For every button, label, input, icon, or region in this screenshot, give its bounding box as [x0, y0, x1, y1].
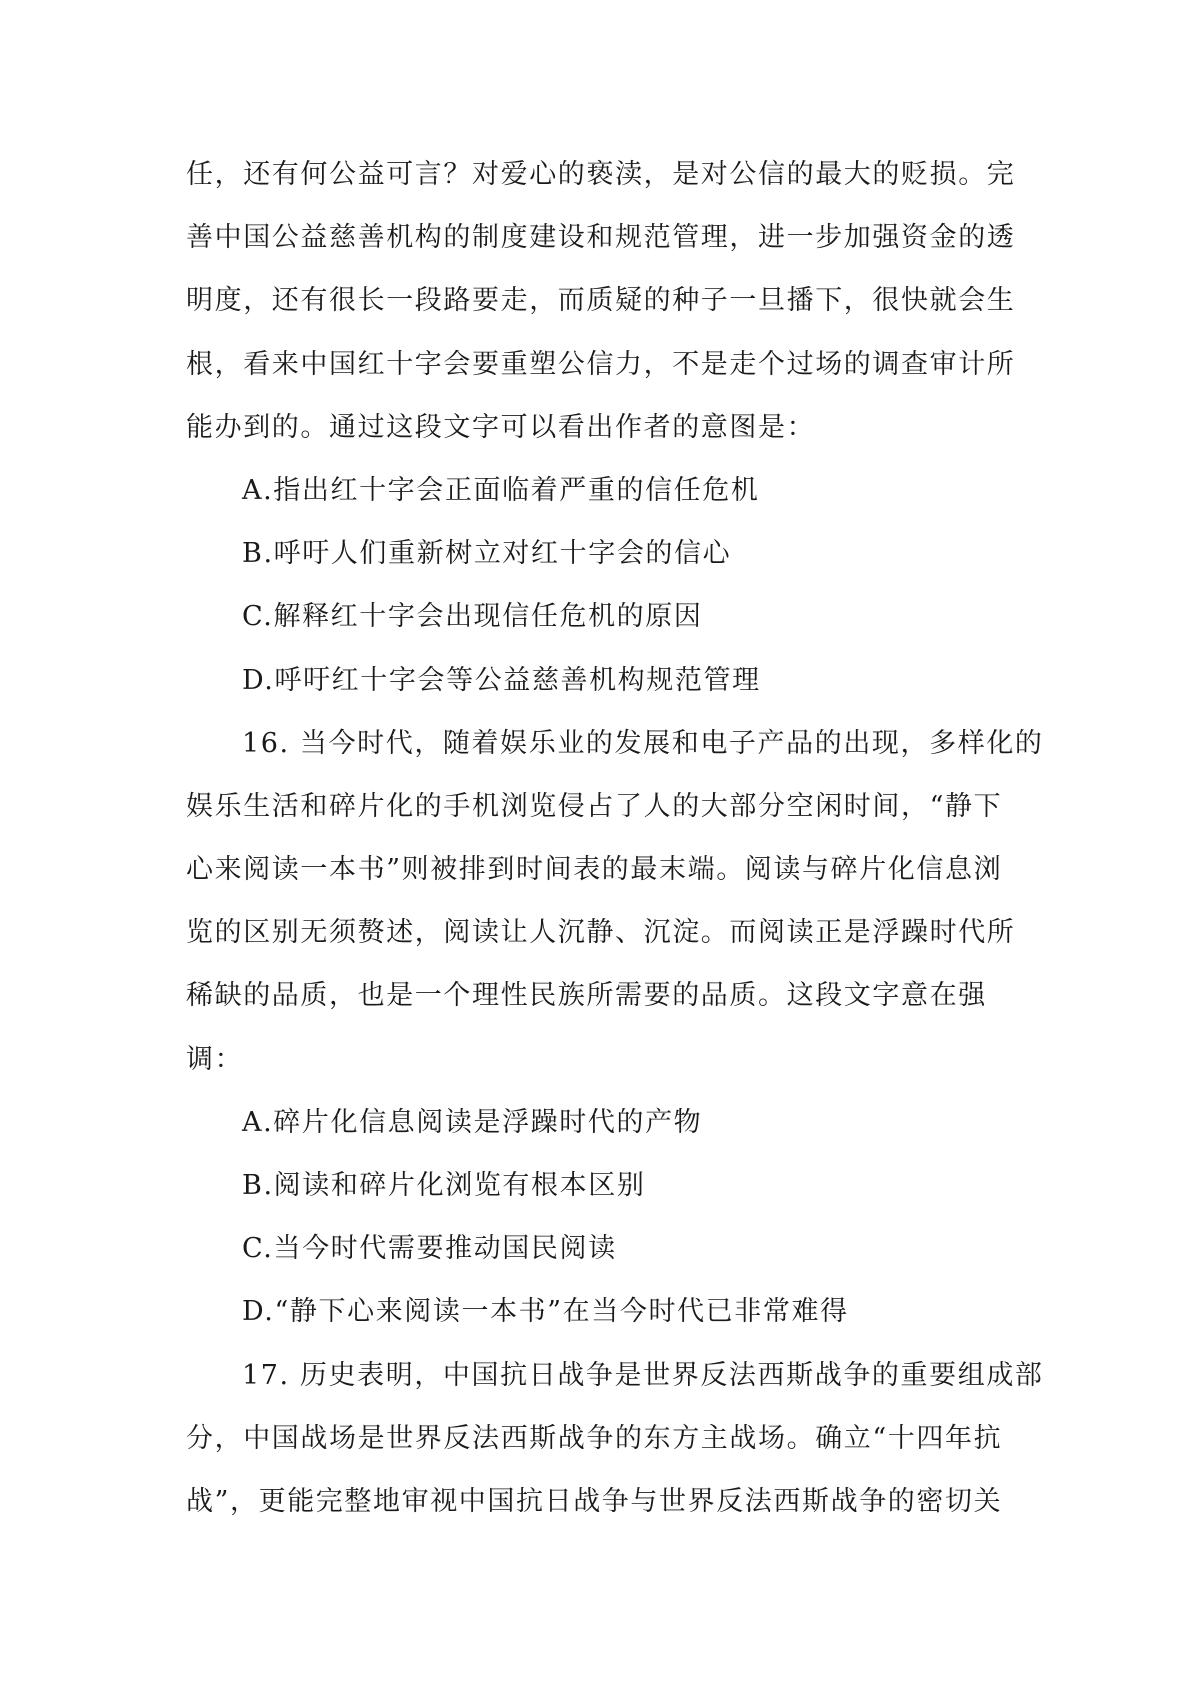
question-16-line: 16. 当今时代，随着娱乐业的发展和电子产品的出现，多样化的 — [242, 727, 1044, 759]
option-16-b: B.阅读和碎片化浏览有根本区别 — [242, 1170, 646, 1201]
question-17-line: 17. 历史表明，中国抗日战争是世界反法西斯战争的重要组成部 — [242, 1359, 1044, 1391]
option-16-c: C.当今时代需要推动国民阅读 — [242, 1233, 617, 1265]
passage-15-line: 明度，还有很长一段路要走，而质疑的种子一旦播下，很快就会生 — [186, 285, 1016, 317]
option-15-a: A.指出红十字会正面临着严重的信任危机 — [242, 474, 760, 506]
option-15-c: C.解释红十字会出现信任危机的原因 — [242, 601, 703, 633]
option-15-b: B.呼吁人们重新树立对红十字会的信心 — [242, 538, 732, 570]
passage-15-line: 任，还有何公益可言？对爱心的亵渎，是对公信的最大的贬损。完 — [186, 159, 1016, 190]
option-16-a: A.碎片化信息阅读是浮躁时代的产物 — [242, 1106, 703, 1138]
question-16-line: 娱乐生活和碎片化的手机浏览侵占了人的大部分空闲时间，“静下 — [186, 790, 1003, 822]
question-17-line: 战”，更能完整地审视中国抗日战争与世界反法西斯战争的密切关 — [186, 1485, 1003, 1517]
question-17-line: 分，中国战场是世界反法西斯战争的东方主战场。确立“十四年抗 — [186, 1422, 1003, 1454]
passage-15-line: 根，看来中国红十字会要重塑公信力，不是走个过场的调查审计所 — [186, 348, 1016, 380]
question-16-line: 览的区别无须赘述，阅读让人沉静、沉淀。而阅读正是浮躁时代所 — [186, 917, 1016, 949]
option-15-d: D.呼吁红十字会等公益慈善机构规范管理 — [242, 664, 761, 696]
passage-15-line: 善中国公益慈善机构的制度建设和规范管理，进一步加强资金的透 — [186, 222, 1016, 254]
question-16-line: 调： — [186, 1043, 244, 1075]
page-content — [186, 143, 1044, 1533]
question-16-line: 稀缺的品质，也是一个理性民族所需要的品质。这段文字意在强 — [186, 980, 987, 1012]
question-16-line: 心来阅读一本书”则被排到时间表的最末端。阅读与碎片化信息浏 — [186, 854, 1003, 886]
option-16-d: D.“静下心来阅读一本书”在当今时代已非常难得 — [242, 1296, 849, 1328]
passage-15-line: 能办到的。通过这段文字可以看出作者的意图是： — [186, 411, 816, 443]
